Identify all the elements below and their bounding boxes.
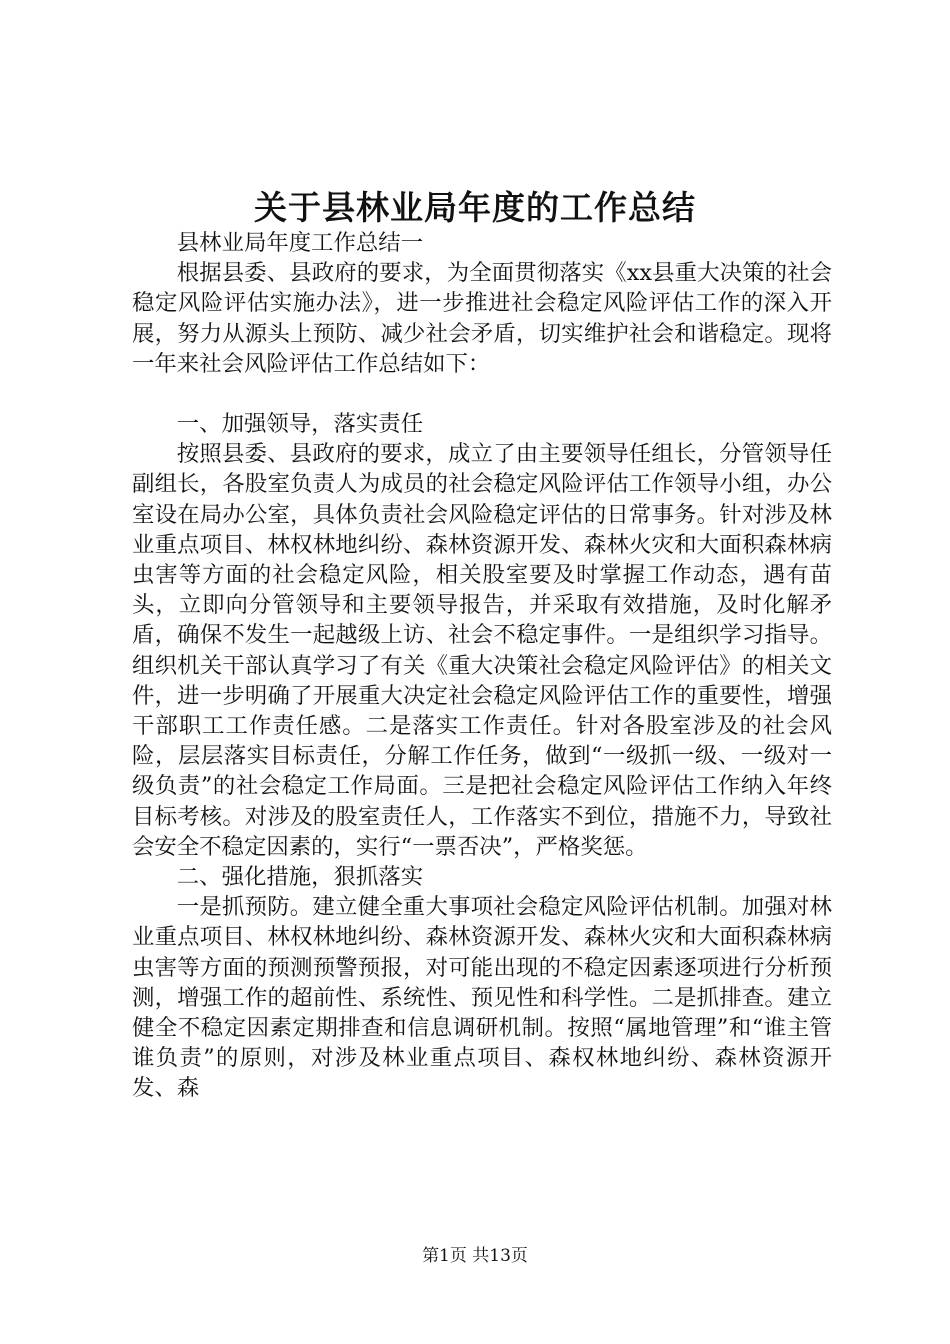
page-number-footer: 第1页 共13页 bbox=[422, 1246, 528, 1266]
section-1-paragraph: 按照县委、县政府的要求，成立了由主要领导任组长，分管领导任副组长，各股室负责人为成员的社会稳定风险评估工作领导小组，办公室设在局办公室，具体负责社会风险稳定评估的日常事务。针对涉及林业重点项目、林权林地纠纷、森林资源开发、森林火灾和大面积森林病虫害等方面的社会稳定风险，相关股室要及时掌握工作动态，遇有苗头，立即向分管领导和主要领导报告，并采取有效措施，及时化解矛盾，确保不发生一起越级上访、社会不稳定事件。一是组织学习指导。组织机关干部认真学习了有关《重大决策社会稳定风险评估》的相关文件，进一步明确了开展重大决定社会稳定风险评估工作的重要性，增强干部职工工作责任感。二是落实工作责任。针对各股室涉及的社会风险，层层落实目标责任，分解工作任务，做到“一级抓一级、一级对一级负责”的社会稳定工作局面。三是把社会稳定风险评估工作纳入年终目标考核。对涉及的股室责任人，工作落实不到位，措施不力，导致社会安全不稳定因素的，实行“一票否决”，严格奖惩。 bbox=[132, 441, 832, 860]
intro-paragraph: 根据县委、县政府的要求，为全面贯彻落实《xx县重大决策的社会稳定风险评估实施办法》，进一步推进社会稳定风险评估工作的深入开展，努力从源头上预防、减少社会矛盾，切实维护社会和谐稳定。现将一年来社会风险评估工作总结如下： bbox=[132, 260, 832, 377]
section-heading-2: 二、强化措施，狠抓落实 bbox=[176, 864, 424, 891]
subtitle-paragraph: 县林业局年度工作总结一 bbox=[176, 230, 424, 256]
section-2-paragraph: 一是抓预防。建立健全重大事项社会稳定风险评估机制。加强对林业重点项目、林权林地纠纷、森林资源开发、森林火灾和大面积森林病虫害等方面的预测预警预报，对可能出现的不稳定因素逐项进行分析预测，增强工作的超前性、系统性、预见性和科学性。二是抓排查。建立健全不稳定因素定期排查和信息调研机制。按照“属地管理”和“谁主管谁负责”的原则，对涉及林业重点项目、森权林地纠纷、森林资源开发、森 bbox=[132, 894, 832, 1102]
section-heading-1: 一、加强领导，落实责任 bbox=[176, 411, 424, 438]
document-title: 关于县林业局年度的工作总结 bbox=[254, 188, 696, 227]
document-body bbox=[132, 228, 832, 1104]
